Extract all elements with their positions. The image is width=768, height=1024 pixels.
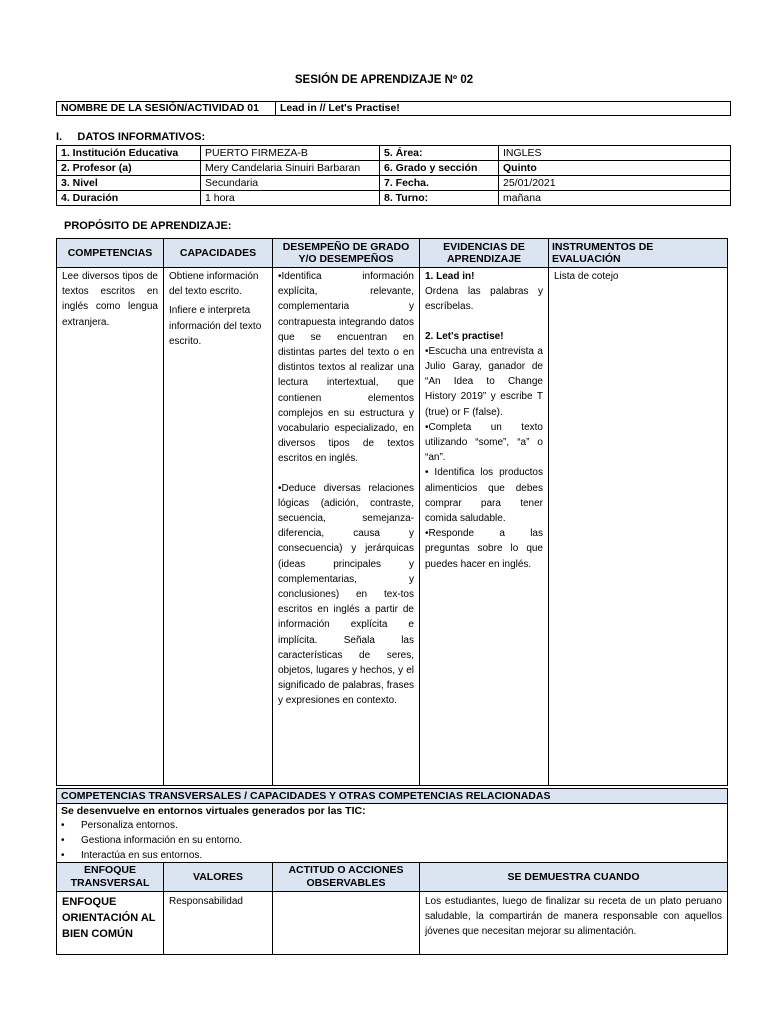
datos-heading: I. DATOS INFORMATIVOS: [56, 131, 206, 143]
proposito-heading: PROPÓSITO DE APRENDIZAJE: [64, 220, 232, 232]
desempeno-item: •Identifica información explícita, relevante, complementaria y contrapuesta integrando datos que se encuentran en distintas partes del texto o en distintos textos al realizar una lectura intertextual, que contienen elementos complejos en su estructura y vocabulario especializado, en diversos tipos de textos escritos en inglés. [278, 271, 414, 465]
capacidad-item: Infiere e interpreta información del texto escrito. [169, 305, 262, 347]
enfoque-cell: ENFOQUE ORIENTACIÓN AL BIEN COMÚN [57, 892, 164, 955]
header-valores: VALORES [164, 863, 273, 892]
evidencia-text: Ordena las palabras y escríbelas. [425, 286, 543, 313]
demuestra-cell: Los estudiantes, luego de finalizar su receta de un plato peruano saludable, la compartirán de manera responsable con aquellos jóvenes que necesitan mejorar su alimentación. [420, 892, 728, 955]
session-label: NOMBRE DE LA SESIÓN/ACTIVIDAD 01 [57, 102, 276, 116]
header-actitud: ACTITUD O ACCIONES OBSERVABLES [273, 863, 420, 892]
list-item: • Gestiona información en su entorno. [81, 833, 723, 848]
header-demuestra: SE DEMUESTRA CUANDO [420, 863, 728, 892]
info-value: PUERTO FIRMEZA-B [201, 146, 380, 161]
transversal-subheading: Se desenvuelve en entornos virtuales generados por las TIC: [61, 805, 366, 817]
transversal-heading: COMPETENCIAS TRANSVERSALES / CAPACIDADES Y OTRAS COMPETENCIAS RELACIONADAS [57, 789, 728, 804]
desempeno-item: •Deduce diversas relaciones lógicas (adición, contraste, secuencia, semejanza-diferencia, causa y consecuencia) y jerárquicas (ideas principales y complementarias, y conclusiones) en tex-tos escritos en inglés a partir de información explícita e implícita. Señala las características de seres, objetos, lugares y hechos, y el significado de palabras, frases y expresiones en contexto. [278, 482, 414, 707]
info-value: 1 hora [201, 191, 380, 206]
transversal-table [56, 788, 728, 864]
evidencia-heading: 1. Lead in! [425, 271, 475, 282]
info-row [57, 161, 731, 176]
capacidades-cell [164, 268, 273, 786]
info-row [57, 176, 731, 191]
valor-cell: Responsabilidad [164, 892, 273, 955]
competencia-cell: Lee diversos tipos de textos escritos en inglés como lengua extranjera. [57, 268, 164, 786]
info-value: INGLES [499, 146, 731, 161]
evidencia-item: •Escucha una entrevista a Julio Garay, ganador de “An Idea to Change History 2019” y escribe T (true) or F (false). [425, 345, 543, 418]
session-name-table [56, 101, 731, 116]
info-value: Secundaria [201, 176, 380, 191]
info-label: 4. Duración [57, 191, 201, 206]
evidencia-item: •Responde a las preguntas sobre lo que puedes hacer en inglés. [425, 528, 543, 570]
header-capacidades: CAPACIDADES [164, 239, 273, 268]
transversal-body [57, 804, 728, 864]
actitud-cell [273, 892, 420, 955]
info-label: 1. Institución Educativa [57, 146, 201, 161]
enfoque-table [56, 862, 728, 955]
capacidad-item: Obtiene información del texto escrito. [169, 271, 259, 298]
evidencia-item: •Completa un texto utilizando “some”, “a” o “an”. [425, 421, 543, 464]
evidencias-cell [420, 268, 549, 786]
info-label: 7. Fecha. [380, 176, 499, 191]
instrumento-cell: Lista de cotejo [549, 268, 728, 786]
transversal-list [61, 818, 723, 863]
header-desempenos: DESEMPEÑO DE GRADO Y/O DESEMPEÑOS [273, 239, 420, 268]
info-value: Quinto [499, 161, 731, 176]
info-value: 25/01/2021 [499, 176, 731, 191]
evidencia-item: • Identifica los productos alimenticios que debes comprar para tener comida saludable. [425, 467, 543, 525]
info-row [57, 191, 731, 206]
list-item: • Interactúa en sus entornos. [81, 848, 723, 863]
info-label: 6. Grado y sección [380, 161, 499, 176]
info-label: 5. Área: [380, 146, 499, 161]
info-table [56, 145, 731, 206]
list-item: • Personaliza entornos. [81, 818, 723, 833]
info-label: 3. Nivel [57, 176, 201, 191]
desempenos-cell [273, 268, 420, 786]
header-enfoque: ENFOQUE TRANSVERSAL [57, 863, 164, 892]
session-value: Lead in // Let's Practise! [276, 102, 731, 116]
header-instrumentos: INSTRUMENTOS DE EVALUACIÓN [549, 239, 728, 268]
info-value: Mery Candelaria Sinuiri Barbaran [201, 161, 380, 176]
header-competencias: COMPETENCIAS [57, 239, 164, 268]
info-label: 8. Turno: [380, 191, 499, 206]
info-row [57, 146, 731, 161]
header-evidencias: EVIDENCIAS DE APRENDIZAJE [420, 239, 549, 268]
evidencia-heading: 2. Let's practise! [425, 330, 504, 342]
learning-purpose-table [56, 238, 728, 786]
info-value: mañana [499, 191, 731, 206]
info-label: 2. Profesor (a) [57, 161, 201, 176]
page-title: SESIÓN DE APRENDIZAJE Nº 02 [294, 74, 474, 86]
